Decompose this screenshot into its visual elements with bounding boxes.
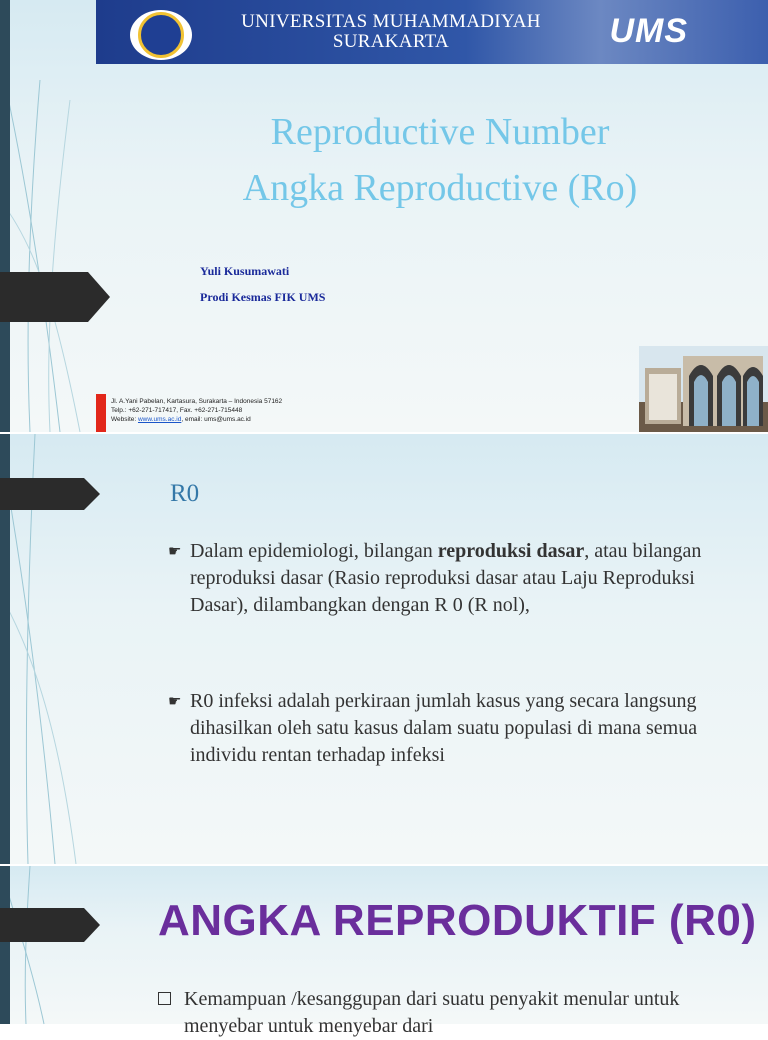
slide-heading: R0 [170,480,200,507]
address-email: , email: ums@ums.ac.id [181,416,251,423]
bullet-text: R0 infeksi adalah perkiraan jumlah kasus yang secara langsung dihasilkan oleh satu kasus dalam suatu populasi di mana semua individu rentan terhadap infeksi [190,690,698,766]
hollow-square-icon [158,992,171,1005]
address-line1: Jl. A.Yani Pabelan, Kartasura, Surakarta – Indonesia 57162 [111,398,283,405]
university-logo [130,10,192,60]
university-name [241,12,541,52]
decorative-lines [0,0,200,432]
university-banner [96,0,768,64]
address-line3 [111,415,282,424]
address-line2: Telp.: +62-271-717417, Fax. +62-271-715448 [111,407,243,414]
website-link[interactable]: www.ums.ac.id [137,416,182,423]
address-block [111,397,282,424]
bullet-item [158,986,738,1040]
address-red-bar [96,394,106,432]
slide-title [0,0,768,432]
building-illustration [639,346,768,432]
slide-title-line1: Reproductive Number [270,111,610,153]
address-website-label: Website: [111,416,138,423]
author-name: Yuli Kusumawati [200,264,290,278]
university-name-line1: UNIVERSITAS MUHAMMADIYAH [241,11,541,32]
bullet-text-start: Dalam epidemiologi, bilangan [190,540,438,562]
bullet-item [168,688,728,769]
slide-angka-reproduktif [0,866,768,1037]
right-hand-pointer-icon: ☛ [168,692,182,710]
logo-emblem-icon [138,12,184,58]
arrow-shape [0,478,100,510]
slide-heading: ANGKA REPRODUKTIF (R0) [158,896,757,945]
arrow-shape [0,272,110,322]
slide-title-line2: Angka Reproductive (Ro) [242,167,638,209]
right-hand-pointer-icon: ☛ [168,542,182,560]
bullet-text-end: , atau bilangan reproduksi dasar (Rasio reproduksi dasar atau Laju Reproduksi Dasar), dilambangkan dengan R 0 (R nol), [190,540,702,616]
bullet-text-bold: reproduksi dasar [437,540,585,562]
university-name-line2: SURAKARTA [332,31,450,52]
campus-building-image [639,346,768,432]
bullet-item [168,538,728,619]
slide-r0 [0,434,768,864]
author-affiliation: Prodi Kesmas FIK UMS [200,290,326,304]
left-accent-bar [0,0,10,432]
ums-logo-text: UMS [609,12,688,50]
left-accent-bar [0,866,10,1024]
bullet-text: Kemampuan /kesanggupan dari suatu penyakit menular untuk menyebar untuk menyebar dari [184,988,680,1037]
arrow-shape [0,908,100,942]
bullet-text [168,538,728,619]
